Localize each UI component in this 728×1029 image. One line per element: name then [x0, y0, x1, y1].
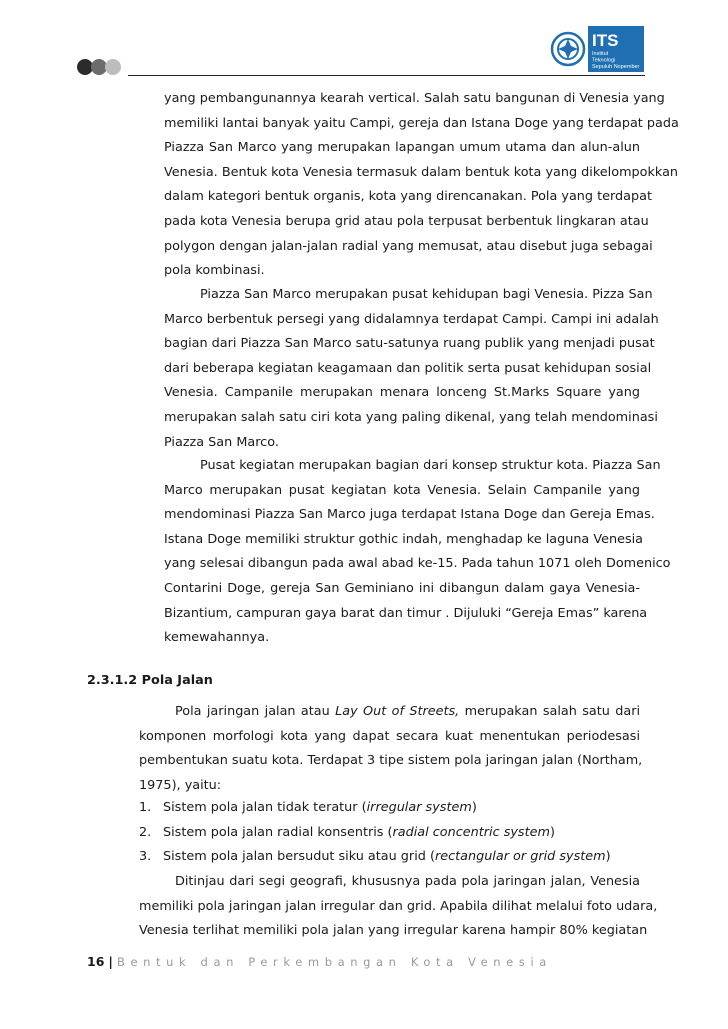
list-italic: radial concentric system — [392, 824, 550, 840]
text-line: yang selesai dibangun pada awal abad ke-15. Pada tahun 1071 oleh Domenico — [164, 556, 671, 572]
list-item — [139, 821, 611, 846]
list-italic: rectangular or grid system — [434, 849, 606, 865]
text-line: Bizantium, campuran gaya barat dan timur . Dijuluki “Gereja Emas” karena — [164, 605, 648, 621]
pola-jalan-intro — [139, 700, 643, 798]
text-line: 1975), yaitu: — [139, 777, 222, 793]
text-line: komponen morfologi kota yang dapat secara kuat menentukan periodesasi — [139, 728, 640, 744]
street-system-list — [139, 796, 611, 870]
list-end: ) — [605, 849, 611, 865]
dot-light — [105, 59, 121, 75]
list-item — [139, 845, 611, 870]
text-line: Venesia. Bentuk kota Venesia termasuk dalam bentuk kota yang dikelompokkan — [164, 164, 679, 180]
list-end: ) — [549, 824, 555, 840]
logo-name: ITS — [592, 31, 619, 50]
text-line: yang pembangunannya kearah vertical. Salah satu bangunan di Venesia yang — [164, 91, 665, 106]
page-footer — [87, 954, 552, 969]
text-line: kemewahannya. — [164, 630, 270, 646]
list-item — [139, 796, 611, 821]
text-line: memiliki pola jaringan jalan irregular dan grid. Apabila dilihat melalui foto udara, — [139, 898, 658, 914]
footer-separator: | — [108, 954, 113, 969]
list-text: Sistem pola jalan tidak teratur ( — [163, 800, 367, 815]
text-line: Piazza San Marco merupakan pusat kehidupan bagi Venesia. Pizza San — [200, 287, 653, 302]
list-number: 2. — [139, 824, 152, 840]
text-line: bagian dari Piazza San Marco satu-satunya ruang publik yang menjadi pusat — [164, 336, 655, 352]
text-line: Marco berbentuk persegi yang didalamnya terdapat Campi. Campi ini adalah — [164, 311, 659, 327]
page-number: 16 — [87, 954, 105, 969]
text-line: pada kota Venesia berupa grid atau pola terpusat berbentuk lingkaran atau — [164, 213, 649, 229]
section-heading: 2.3.1.2 Pola Jalan — [87, 673, 213, 688]
list-number: 1. — [139, 800, 152, 815]
text-line: Istana Doge memiliki struktur gothic indah, menghadap ke laguna Venesia — [164, 531, 644, 547]
text-line — [139, 700, 640, 725]
paragraph-2 — [164, 283, 659, 455]
text-line: mendominasi Piazza San Marco juga terdapat Istana Doge dan Gereja Emas. — [164, 507, 655, 523]
italic-term: Lay Out of Streets, — [335, 704, 460, 719]
text-line: memiliki lantai banyak yaitu Campi, gereja dan Istana Doge yang terdapat pada — [164, 115, 679, 131]
footer-title: Bentuk dan Perkembangan Kota Venesia — [116, 955, 552, 969]
text-line: dalam kategori bentuk organis, kota yang direncanakan. Pola yang terdapat — [164, 189, 652, 205]
header-dots — [77, 59, 119, 75]
text-line: Piazza San Marco. — [164, 434, 279, 450]
text-line: Venesia terlihat memiliki pola jalan yang irregular karena hampir 80% kegiatan — [139, 923, 648, 939]
text-line: pola kombinasi. — [164, 263, 265, 279]
paragraph-3 — [164, 454, 671, 651]
text-line: Marco merupakan pusat kegiatan kota Venesia. Selain Campanile yang — [164, 482, 640, 498]
text-line: merupakan salah satu ciri kota yang paling dikenal, yang telah mendominasi — [164, 409, 658, 425]
closing-paragraph — [139, 870, 658, 944]
list-text: Sistem pola jalan bersudut siku atau grid ( — [163, 849, 435, 865]
text-run: merupakan salah satu dari — [459, 704, 641, 719]
its-logo-icon — [550, 22, 646, 76]
paragraph-1 — [164, 87, 679, 284]
text-line: polygon dengan jalan-jalan radial yang memusat, atau disebut juga sebagai — [164, 238, 653, 254]
list-italic: irregular system — [366, 800, 472, 815]
logo-sub-1: Institut — [592, 51, 609, 57]
list-number: 3. — [139, 849, 152, 865]
text-line: dari beberapa kegiatan keagamaan dan politik serta pusat kehidupan sosial — [164, 360, 652, 376]
text-line: Pusat kegiatan merupakan bagian dari konsep struktur kota. Piazza San — [200, 458, 661, 473]
text-run: Pola jaringan jalan atau — [175, 704, 336, 719]
logo-sub-3: Sepuluh Nopember — [592, 64, 640, 70]
logo-sub-2: Teknologi — [592, 57, 616, 64]
text-line: pembentukan suatu kota. Terdapat 3 tipe sistem pola jaringan jalan (Northam, — [139, 753, 643, 769]
text-line: Contarini Doge, gereja San Geminiano ini dibangun dalam gaya Venesia- — [164, 580, 640, 596]
text-line: Piazza San Marco yang merupakan lapangan umum utama dan alun-alun — [164, 140, 640, 156]
text-line: Venesia. Campanile merupakan menara lonceng St.Marks Square yang — [164, 385, 640, 401]
text-line: Ditinjau dari segi geografi, khususnya pada pola jaringan jalan, Venesia — [175, 874, 640, 889]
list-end: ) — [471, 800, 477, 815]
list-text: Sistem pola jalan radial konsentris ( — [163, 824, 393, 840]
its-logo — [550, 22, 646, 76]
